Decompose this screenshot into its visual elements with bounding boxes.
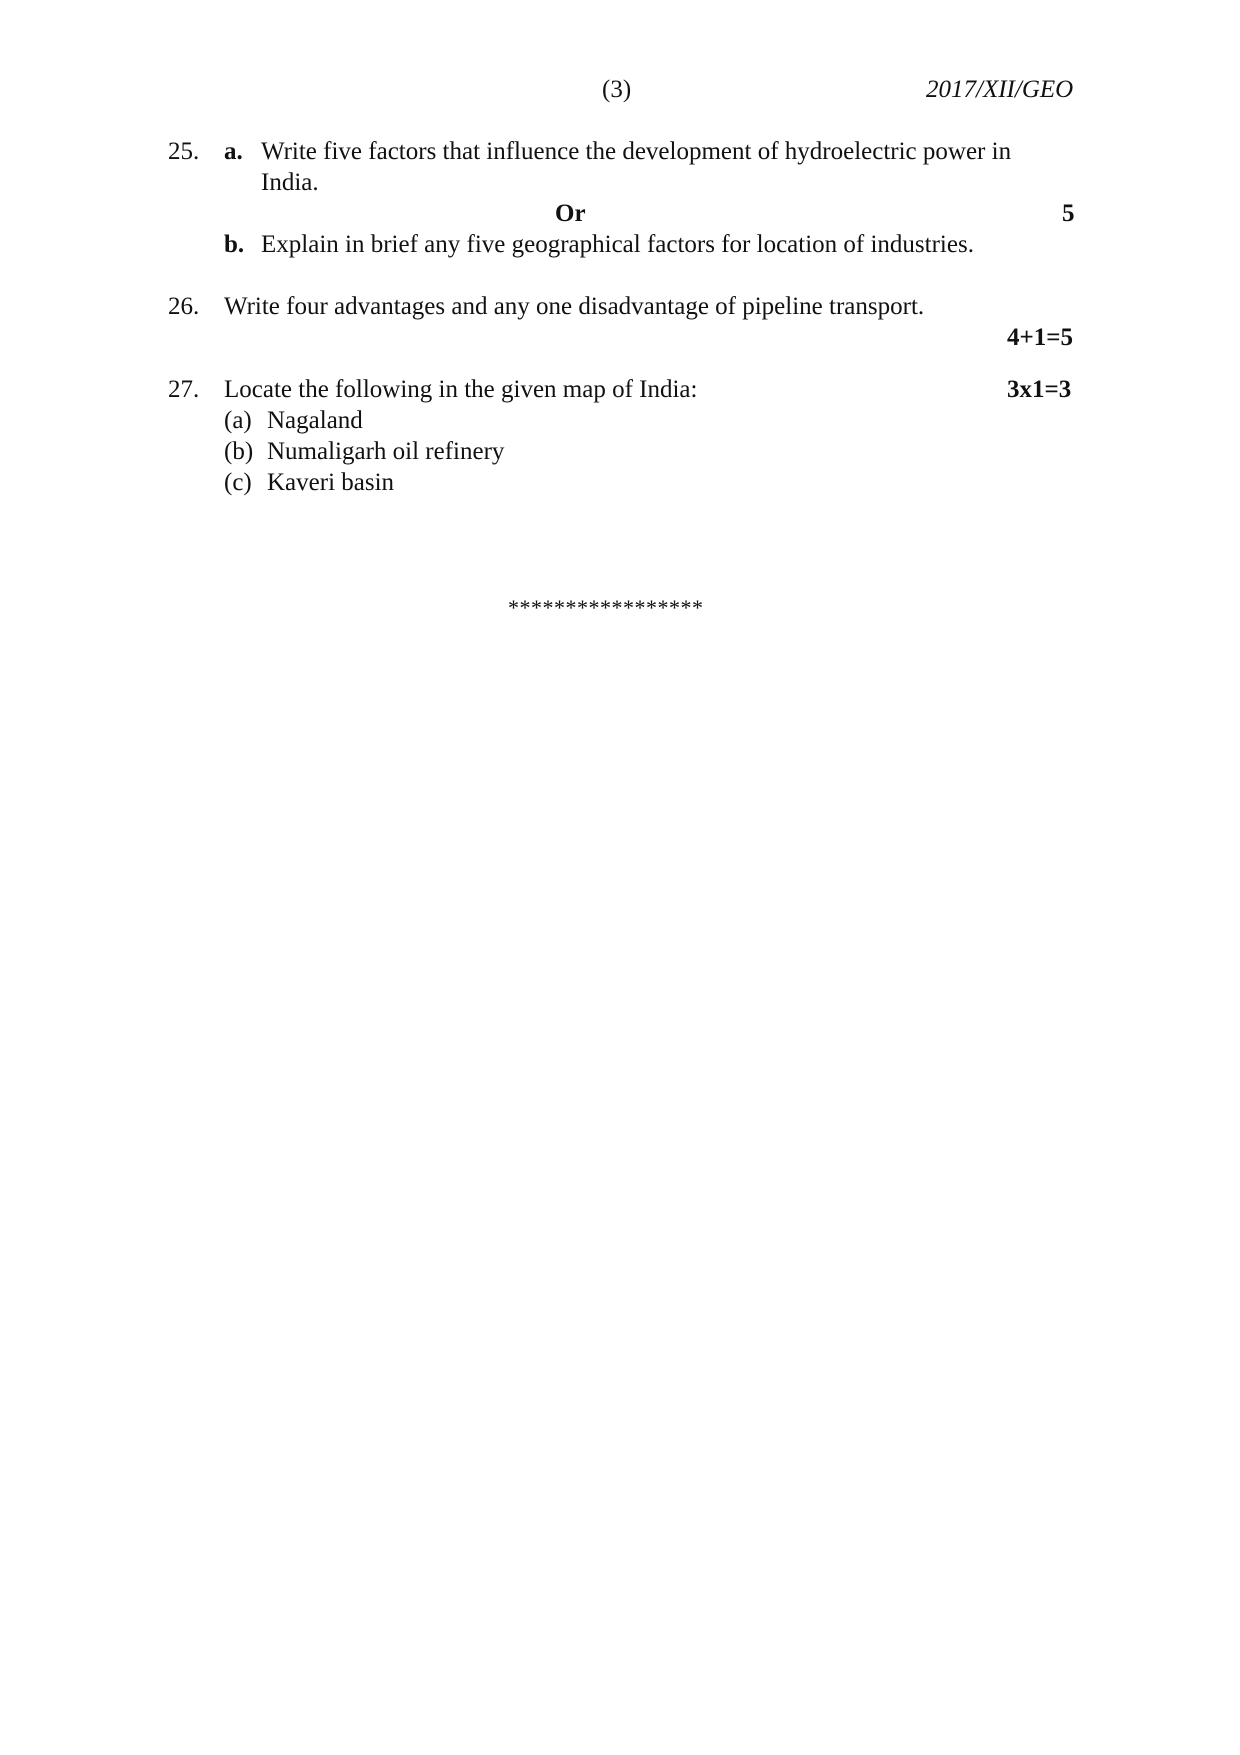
- part-b-label: b.: [224, 231, 245, 258]
- list-item: Kaveri basin: [267, 469, 395, 496]
- list-item-label: (c): [224, 469, 252, 496]
- paper-code: 2017/XII/GEO: [926, 76, 1074, 103]
- question-number: 25.: [168, 138, 200, 165]
- part-a-text-line1: Write five factors that influence the development of hydroelectric power in: [261, 138, 1012, 165]
- question-marks: 4+1=5: [1007, 324, 1073, 351]
- list-item: Nagaland: [267, 407, 363, 434]
- question-number: 27.: [168, 376, 200, 403]
- list-item-label: (b): [224, 438, 254, 465]
- question-number: 26.: [168, 293, 200, 320]
- list-item: Numaligarh oil refinery: [267, 438, 505, 465]
- end-of-paper-marker: *****************: [508, 595, 704, 620]
- question-marks: 5: [1062, 200, 1075, 227]
- part-a-label: a.: [224, 138, 243, 165]
- list-item-label: (a): [224, 407, 252, 434]
- part-a-text-line2: India.: [261, 169, 319, 196]
- question-text: Write four advantages and any one disadvantage of pipeline transport.: [224, 293, 925, 320]
- question-text: Locate the following in the given map of India:: [224, 376, 698, 403]
- or-label: Or: [555, 200, 586, 227]
- part-b-text: Explain in brief any five geographical factors for location of industries.: [261, 231, 974, 258]
- question-marks: 3x1=3: [1007, 376, 1072, 403]
- page-number: (3): [602, 76, 632, 103]
